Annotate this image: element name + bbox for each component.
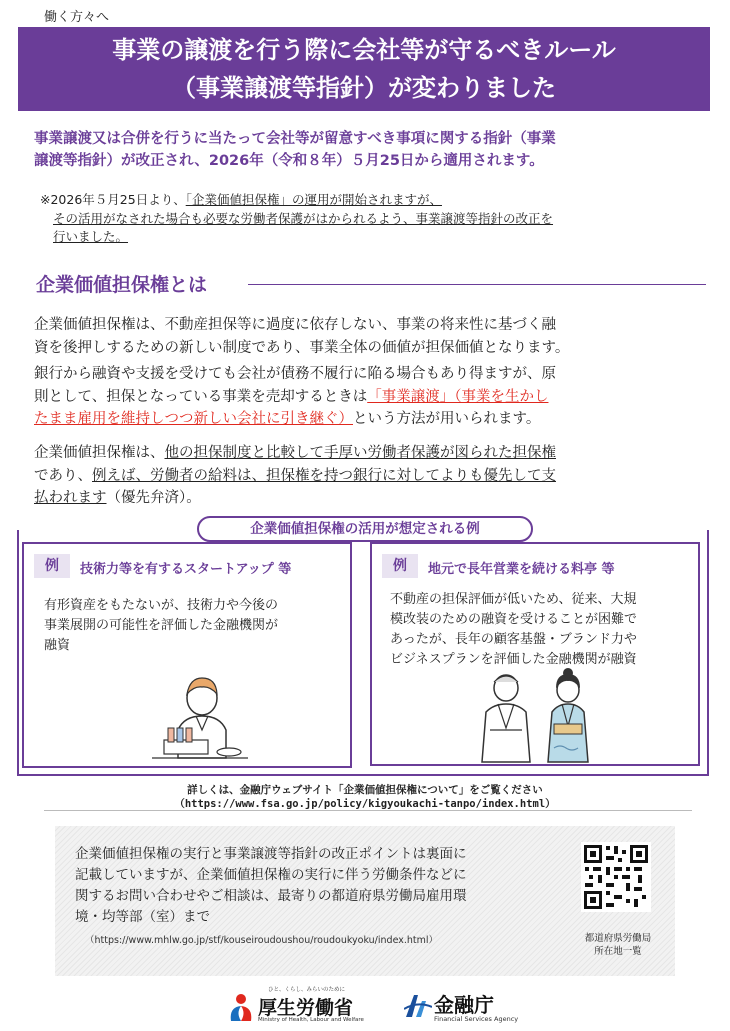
example-body	[44, 596, 340, 656]
fsa-name: 金融庁	[434, 993, 494, 1017]
contact-line: 企業価値担保権の実行と事業譲渡等指針の改正ポイントは裏面に	[75, 846, 467, 862]
example-tag: 例	[382, 554, 418, 578]
contact-line: 記載していますが、企業価値担保権の実行に伴う労働条件などに	[75, 867, 467, 883]
fsa-logo	[404, 985, 524, 1025]
lead-line: 譲渡等指針）が改正され、2026年（令和８年）５月25日から適用されます。	[34, 153, 544, 169]
fsa-english-name: Financial Services Agency	[434, 1015, 519, 1023]
note-line	[40, 228, 700, 247]
paragraph-line	[34, 386, 702, 409]
note-line	[40, 191, 700, 210]
page-title-line2: （事業譲渡等指針）が変わりました	[172, 74, 556, 102]
section-heading	[36, 270, 706, 298]
example-body-line: ビジネスプランを評価した金融機関が融資	[390, 652, 637, 667]
note-prefix: ※2026年５月25日より、	[40, 192, 186, 207]
mhlw-url-link[interactable]: （https://www.mhlw.go.jp/stf/kouseiroudoushou/roudoukyoku/index.html）	[85, 935, 439, 946]
paragraph-text: という方法が用いられます。	[353, 411, 541, 427]
contact-line: 境・均等部（室）まで	[75, 909, 210, 925]
section-heading-label: 企業価値担保権とは	[36, 274, 208, 296]
paragraph-line: 銀行から融資や支援を受けても会社が債務不履行に陥る場合もあり得ますが、原	[34, 366, 556, 382]
lead-line: 事業譲渡又は合併を行うに当たって会社等が留意すべき事項に関する指針（事業	[34, 131, 556, 147]
paragraph-line: 企業価値担保権は、不動産担保等に過度に依存しない、事業の将来性に基づく融	[34, 317, 556, 333]
mhlw-logo	[228, 985, 378, 1025]
note-paragraph	[40, 191, 700, 247]
business-transfer-paragraph	[34, 363, 702, 431]
examples-heading: 企業価値担保権の活用が想定される例	[197, 516, 533, 542]
contact-text	[75, 844, 555, 928]
mhlw-emblem-icon	[228, 993, 254, 1023]
lead-paragraph	[34, 128, 710, 172]
paragraph-text: であり、	[34, 467, 92, 484]
underlined-text: 他の担保制度と比較して手厚い労働者保護が図られた担保権	[164, 445, 556, 461]
section-heading-rule	[248, 284, 706, 285]
note-underlined: 「企業価値担保権」の運用が開始されますが、	[185, 192, 442, 207]
example-body-line: 不動産の担保評価が低いため、従来、大規	[390, 592, 637, 607]
worker-protection-paragraph	[34, 442, 702, 510]
example-card-startup	[22, 542, 352, 768]
definition-paragraph	[34, 314, 702, 359]
example-body-line: 有形資産をもたないが、技術力や今後の	[44, 598, 279, 613]
example-tag: 例	[34, 554, 70, 578]
note-underlined: その活用がなされた場合も必要な労働者保護がはかられるよう、事業譲渡等指針の改正を	[53, 210, 554, 226]
page-title-banner	[18, 27, 710, 111]
example-body-line: あったが、長年の顧客基盤・ブランド力や	[390, 632, 637, 647]
example-body-line: 融資	[44, 638, 71, 653]
example-card-ryotei	[370, 542, 700, 766]
contact-box	[55, 826, 675, 976]
underlined-text: 払われます	[34, 490, 107, 506]
highlight-text: 「事業譲渡」（事業を生かし	[367, 388, 549, 405]
paragraph-line	[34, 408, 702, 431]
fsa-emblem-icon	[404, 991, 432, 1019]
paragraph-text: （優先弁済）。	[106, 490, 201, 506]
example-body-line: 模改装のための融資を受けることが困難で	[390, 612, 638, 627]
more-info-text: 詳しくは、金融庁ウェブサイト「企業価値担保権について」をご覧ください	[187, 784, 543, 796]
note-line	[40, 210, 700, 229]
underlined-text: 例えば、労働者の給料は、担保権を持つ銀行に対してよりも優先して支	[92, 467, 556, 484]
paragraph-text: 企業価値担保権は、	[34, 445, 165, 461]
paragraph-line	[34, 487, 702, 510]
qr-caption-line: 所在地一覧	[594, 946, 642, 957]
chef-and-hostess-illustration	[468, 668, 608, 764]
paragraph-line	[34, 465, 702, 488]
mhlw-english-name: Ministry of Health, Labour and Welfare	[258, 1017, 364, 1023]
example-body-line: 事業展開の可能性を評価した金融機関が	[44, 618, 279, 633]
audience-kicker: 働く方々へ	[44, 10, 110, 25]
more-info-note	[100, 783, 630, 811]
note-underlined: 行いました。	[53, 229, 129, 244]
qr-caption-line: 都道府県労働局	[584, 933, 652, 944]
example-title: 技術力等を有するスタートアップ 等	[80, 562, 292, 577]
example-title: 地元で長年営業を続ける料亭 等	[428, 562, 615, 577]
paragraph-line	[34, 442, 702, 465]
researcher-illustration	[144, 668, 254, 764]
paragraph-line: 資を後押しするための新しい制度であり、事業全体の価値が担保価値となります。	[34, 339, 570, 356]
mhlw-tagline: ひと、くらし、みらいのために	[268, 987, 346, 993]
divider	[44, 810, 692, 811]
page-title-line1: 事業の譲渡を行う際に会社等が守るべきルール	[112, 36, 616, 64]
paragraph-text: 則として、担保となっている事業を売却するときは	[34, 388, 368, 405]
qr-caption	[571, 932, 665, 958]
fsa-url-link[interactable]: （https://www.fsa.go.jp/policy/kigyoukachi-tanpo/index.html）	[174, 798, 556, 810]
contact-line: 関するお問い合わせやご相談は、最寄りの都道府県労働局雇用環	[75, 888, 467, 904]
highlight-text: たまま雇用を維持しつつ新しい会社に引き継ぐ）	[34, 411, 353, 427]
example-body	[390, 590, 690, 670]
mhlw-name: 厚生労働省	[258, 997, 354, 1019]
qr-code-icon[interactable]	[581, 842, 651, 912]
